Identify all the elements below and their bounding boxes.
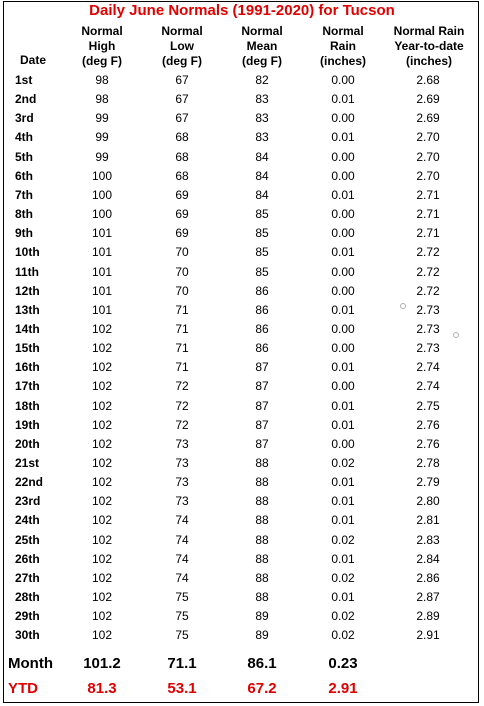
cell-high: 102 [91, 571, 113, 585]
cell-ytd: 2.91 [416, 628, 440, 642]
cell-ytd: 2.86 [416, 571, 440, 585]
cell-ytd: 2.76 [416, 418, 440, 432]
cell-low: 74 [175, 552, 189, 566]
header-date-label: Date [19, 53, 46, 67]
cell-low: 74 [175, 513, 189, 527]
summary-ytd-rain: 2.91 [328, 680, 358, 697]
table-row [0, 109, 484, 128]
cell-low: 71 [175, 360, 189, 374]
cell-mean: 85 [255, 245, 269, 259]
stray-dot-mark [400, 303, 406, 309]
cell-rain: 0.00 [331, 437, 355, 451]
header-ytd-line2: Year-to-date [394, 39, 464, 53]
cell-mean: 86 [255, 322, 269, 336]
cell-high: 102 [91, 513, 113, 527]
cell-date: 5th [15, 150, 33, 164]
cell-ytd: 2.71 [416, 226, 440, 240]
cell-mean: 83 [255, 92, 269, 106]
cell-low: 69 [175, 188, 189, 202]
cell-low: 68 [175, 169, 189, 183]
header-mean-line1: Normal [241, 24, 283, 38]
header-rain-line2: Rain [329, 39, 356, 53]
header-low-line3: (deg F) [162, 54, 202, 68]
cell-ytd: 2.71 [416, 207, 440, 221]
cell-date: 9th [15, 226, 33, 240]
table-row [0, 397, 484, 416]
summary-ytd-mean: 67.2 [247, 680, 277, 697]
summary-row-month [0, 652, 484, 676]
cell-date: 22nd [15, 475, 44, 489]
cell-mean: 88 [255, 475, 269, 489]
table-row [0, 205, 484, 224]
table-row [0, 531, 484, 550]
cell-high: 102 [91, 552, 113, 566]
table-row [0, 626, 484, 645]
cell-rain: 0.02 [331, 609, 355, 623]
cell-low: 73 [175, 437, 189, 451]
cell-low: 71 [175, 341, 189, 355]
summary-row-ytd [0, 677, 484, 701]
cell-ytd: 2.69 [416, 111, 440, 125]
cell-ytd: 2.76 [416, 437, 440, 451]
cell-date: 11th [15, 265, 40, 279]
table-row [0, 243, 484, 262]
cell-low: 74 [175, 571, 189, 585]
cell-date: 19th [15, 418, 40, 432]
cell-rain: 0.02 [331, 456, 355, 470]
cell-high: 102 [91, 609, 113, 623]
cell-rain: 0.01 [331, 360, 355, 374]
cell-mean: 87 [255, 399, 269, 413]
cell-mean: 88 [255, 494, 269, 508]
table-row [0, 167, 484, 186]
header-rain-line3: (inches) [319, 54, 366, 68]
summary-month-mean: 86.1 [247, 655, 277, 672]
cell-date: 23rd [15, 494, 41, 508]
cell-date: 15th [15, 341, 40, 355]
cell-date: 4th [15, 130, 33, 144]
cell-date: 30th [15, 628, 40, 642]
cell-rain: 0.00 [331, 73, 355, 87]
summary-ytd-high: 81.3 [87, 680, 117, 697]
cell-high: 102 [91, 494, 113, 508]
cell-ytd: 2.74 [416, 360, 440, 374]
cell-date: 27th [15, 571, 40, 585]
cell-mean: 86 [255, 303, 269, 317]
cell-ytd: 2.80 [416, 494, 440, 508]
cell-rain: 0.01 [331, 513, 355, 527]
cell-rain: 0.00 [331, 379, 355, 393]
cell-ytd: 2.73 [416, 303, 440, 317]
cell-rain: 0.00 [331, 265, 355, 279]
cell-date: 24th [15, 513, 40, 527]
summary-ytd-label: YTD [8, 680, 38, 697]
summary-month-label: Month [8, 655, 53, 672]
cell-date: 14th [15, 322, 40, 336]
header-low-line2: Low [170, 39, 194, 53]
cell-ytd: 2.72 [416, 265, 440, 279]
header-ytd-line1: Normal Rain [393, 24, 465, 38]
cell-mean: 83 [255, 111, 269, 125]
cell-mean: 88 [255, 590, 269, 604]
summary-month-low: 71.1 [167, 655, 197, 672]
cell-high: 102 [91, 628, 113, 642]
table-row [0, 339, 484, 358]
table-row [0, 511, 484, 530]
cell-low: 75 [175, 609, 189, 623]
cell-mean: 88 [255, 456, 269, 470]
cell-rain: 0.00 [331, 226, 355, 240]
cell-high: 101 [91, 265, 113, 279]
cell-rain: 0.01 [331, 552, 355, 566]
cell-low: 70 [175, 265, 189, 279]
cell-mean: 83 [255, 130, 269, 144]
table-row [0, 588, 484, 607]
cell-rain: 0.00 [331, 169, 355, 183]
cell-low: 70 [175, 245, 189, 259]
table-row [0, 263, 484, 282]
cell-mean: 85 [255, 226, 269, 240]
stray-dot-mark [453, 332, 459, 338]
table-row [0, 301, 484, 320]
cell-high: 102 [91, 456, 113, 470]
cell-high: 98 [95, 92, 109, 106]
cell-high: 99 [95, 130, 109, 144]
table-row [0, 607, 484, 626]
cell-low: 70 [175, 284, 189, 298]
cell-high: 102 [91, 360, 113, 374]
cell-date: 13th [15, 303, 40, 317]
cell-high: 102 [91, 533, 113, 547]
cell-ytd: 2.73 [416, 341, 440, 355]
cell-rain: 0.02 [331, 571, 355, 585]
cell-mean: 87 [255, 418, 269, 432]
cell-mean: 84 [255, 188, 269, 202]
cell-mean: 89 [255, 628, 269, 642]
cell-ytd: 2.70 [416, 169, 440, 183]
cell-date: 16th [15, 360, 40, 374]
cell-ytd: 2.70 [416, 130, 440, 144]
cell-date: 29th [15, 609, 40, 623]
cell-rain: 0.00 [331, 111, 355, 125]
cell-rain: 0.01 [331, 303, 355, 317]
cell-rain: 0.00 [331, 322, 355, 336]
cell-mean: 85 [255, 207, 269, 221]
cell-date: 26th [15, 552, 40, 566]
cell-date: 10th [15, 245, 40, 259]
cell-low: 73 [175, 456, 189, 470]
table-row [0, 492, 484, 511]
cell-ytd: 2.70 [416, 150, 440, 164]
header-rain-line1: Normal [322, 24, 364, 38]
cell-high: 102 [91, 379, 113, 393]
cell-high: 99 [95, 111, 109, 125]
cell-mean: 82 [255, 73, 269, 87]
cell-rain: 0.01 [331, 188, 355, 202]
cell-ytd: 2.84 [416, 552, 440, 566]
cell-mean: 87 [255, 437, 269, 451]
cell-ytd: 2.74 [416, 379, 440, 393]
cell-ytd: 2.75 [416, 399, 440, 413]
cell-high: 102 [91, 399, 113, 413]
cell-high: 100 [91, 169, 113, 183]
cell-ytd: 2.73 [416, 322, 440, 336]
table-row [0, 473, 484, 492]
header-high-line2: High [88, 39, 116, 53]
cell-date: 28th [15, 590, 40, 604]
cell-date: 20th [15, 437, 40, 451]
cell-rain: 0.01 [331, 590, 355, 604]
cell-date: 21st [15, 456, 40, 470]
cell-rain: 0.02 [331, 533, 355, 547]
cell-mean: 85 [255, 265, 269, 279]
header-mean-line3: (deg F) [242, 54, 282, 68]
cell-ytd: 2.83 [416, 533, 440, 547]
cell-date: 18th [15, 399, 40, 413]
cell-low: 75 [175, 628, 189, 642]
cell-low: 75 [175, 590, 189, 604]
table-row [0, 148, 484, 167]
cell-high: 102 [91, 418, 113, 432]
cell-ytd: 2.81 [416, 513, 440, 527]
cell-date: 12th [15, 284, 40, 298]
summary-month-rain: 0.23 [328, 655, 358, 672]
cell-rain: 0.00 [331, 284, 355, 298]
cell-ytd: 2.69 [416, 92, 440, 106]
cell-ytd: 2.68 [416, 73, 440, 87]
summary-ytd-low: 53.1 [167, 680, 197, 697]
table-row [0, 377, 484, 396]
cell-rain: 0.01 [331, 418, 355, 432]
cell-high: 101 [91, 245, 113, 259]
table-row [0, 416, 484, 435]
cell-mean: 87 [255, 379, 269, 393]
cell-low: 73 [175, 494, 189, 508]
table-title: Daily June Normals (1991-2020) for Tucson [89, 2, 395, 19]
cell-high: 102 [91, 590, 113, 604]
table-row [0, 186, 484, 205]
cell-mean: 88 [255, 533, 269, 547]
cell-high: 100 [91, 207, 113, 221]
cell-mean: 86 [255, 341, 269, 355]
cell-mean: 88 [255, 571, 269, 585]
table-row [0, 282, 484, 301]
table-row [0, 71, 484, 90]
cell-date: 17th [15, 379, 40, 393]
cell-rain: 0.02 [331, 628, 355, 642]
table-row [0, 358, 484, 377]
cell-rain: 0.01 [331, 399, 355, 413]
cell-ytd: 2.87 [416, 590, 440, 604]
header-ytd-line3: (inches) [405, 54, 452, 68]
cell-mean: 84 [255, 150, 269, 164]
cell-low: 71 [175, 322, 189, 336]
cell-rain: 0.01 [331, 475, 355, 489]
cell-ytd: 2.78 [416, 456, 440, 470]
cell-high: 102 [91, 437, 113, 451]
header-rain [306, 24, 380, 69]
cell-low: 74 [175, 533, 189, 547]
summary-month-high: 101.2 [83, 655, 121, 672]
cell-date: 25th [15, 533, 40, 547]
table-row [0, 550, 484, 569]
cell-high: 101 [91, 303, 113, 317]
cell-rain: 0.01 [331, 92, 355, 106]
header-high-line3: (deg F) [82, 54, 122, 68]
cell-high: 101 [91, 284, 113, 298]
cell-low: 72 [175, 379, 189, 393]
cell-high: 102 [91, 475, 113, 489]
table-row [0, 454, 484, 473]
header-low [147, 24, 217, 69]
header-high-line1: Normal [81, 24, 123, 38]
cell-date: 7th [15, 188, 33, 202]
cell-rain: 0.01 [331, 245, 355, 259]
cell-rain: 0.01 [331, 494, 355, 508]
cell-high: 101 [91, 226, 113, 240]
cell-mean: 88 [255, 552, 269, 566]
cell-ytd: 2.79 [416, 475, 440, 489]
cell-ytd: 2.71 [416, 188, 440, 202]
cell-mean: 84 [255, 169, 269, 183]
cell-low: 67 [175, 111, 189, 125]
header-mean [227, 24, 297, 69]
cell-low: 69 [175, 207, 189, 221]
cell-rain: 0.00 [331, 150, 355, 164]
cell-low: 68 [175, 130, 189, 144]
cell-mean: 89 [255, 609, 269, 623]
cell-mean: 87 [255, 360, 269, 374]
header-low-line1: Normal [161, 24, 203, 38]
cell-mean: 88 [255, 513, 269, 527]
cell-high: 98 [95, 73, 109, 87]
table-row [0, 435, 484, 454]
cell-low: 67 [175, 92, 189, 106]
cell-date: 2nd [15, 92, 37, 106]
cell-low: 69 [175, 226, 189, 240]
table-row [0, 128, 484, 147]
table-row [0, 90, 484, 109]
cell-high: 102 [91, 341, 113, 355]
cell-low: 72 [175, 399, 189, 413]
cell-low: 73 [175, 475, 189, 489]
cell-high: 99 [95, 150, 109, 164]
header-date [10, 53, 56, 68]
cell-low: 68 [175, 150, 189, 164]
header-high [67, 24, 137, 69]
cell-rain: 0.01 [331, 130, 355, 144]
cell-date: 8th [15, 207, 33, 221]
cell-mean: 86 [255, 284, 269, 298]
header-ytd [383, 24, 475, 69]
cell-ytd: 2.72 [416, 284, 440, 298]
cell-rain: 0.00 [331, 207, 355, 221]
cell-low: 72 [175, 418, 189, 432]
cell-date: 6th [15, 169, 33, 183]
cell-low: 67 [175, 73, 189, 87]
cell-ytd: 2.72 [416, 245, 440, 259]
cell-date: 3rd [15, 111, 34, 125]
cell-date: 1st [15, 73, 33, 87]
table-row [0, 320, 484, 339]
cell-high: 102 [91, 322, 113, 336]
table-row [0, 569, 484, 588]
cell-ytd: 2.89 [416, 609, 440, 623]
table-row [0, 224, 484, 243]
header-mean-line2: Mean [246, 39, 278, 53]
cell-rain: 0.00 [331, 341, 355, 355]
cell-low: 71 [175, 303, 189, 317]
cell-high: 100 [91, 188, 113, 202]
